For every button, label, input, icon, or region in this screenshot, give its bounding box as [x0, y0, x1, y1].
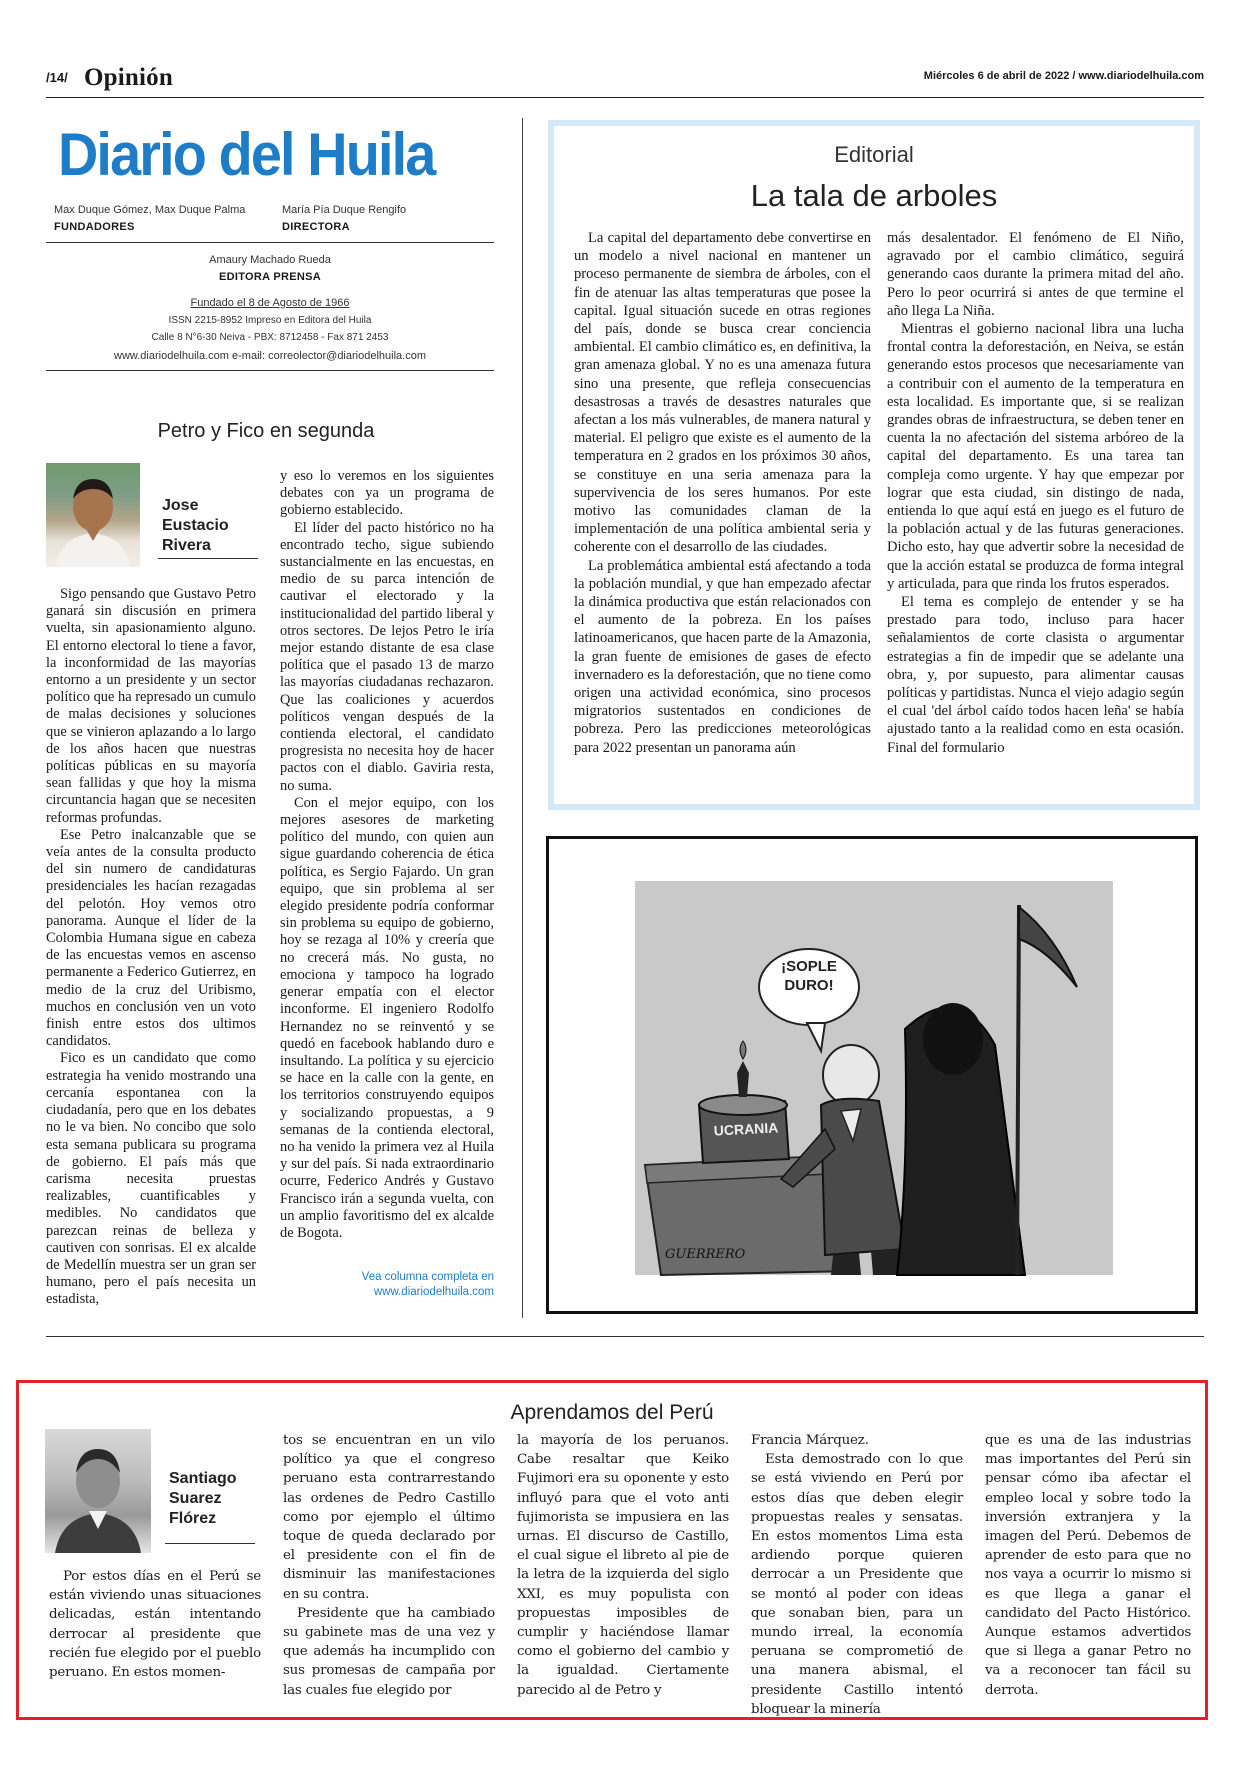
masthead-bottom-divider [46, 370, 494, 371]
founders-names: Max Duque Gómez, Max Duque Palma [54, 204, 246, 216]
author-photo [46, 463, 140, 567]
author-middle-name: Suarez [169, 1490, 222, 1507]
column-paragraph: Por estos días en el Perú se están viviendo unas situaciones delicadas, están intentando derrocar al presidente que recién fue elegido por el pueblo peruano. En estos momen- [49, 1569, 261, 1681]
issn-line: ISSN 2215-8952 Impreso en Editora del Huila [168, 315, 372, 326]
column1-col-a [46, 586, 256, 1309]
column2-col-2 [283, 1431, 495, 1700]
column2-col-4 [751, 1431, 963, 1719]
author-middle-name: Eustacio [162, 517, 229, 534]
masthead-divider [46, 242, 494, 243]
author-divider [165, 1543, 255, 1544]
author-first-name: Santiago [169, 1470, 237, 1487]
highlighted-article-box [16, 1380, 1208, 1720]
column2-col-1 [49, 1567, 261, 1682]
read-more-url[interactable]: www.diariodelhuila.com [373, 1286, 494, 1298]
cartoonist-signature: GUERRERO [665, 1247, 746, 1262]
column2-col-3 [517, 1431, 729, 1700]
editorial-title: La tala de arboles [750, 178, 998, 213]
author-last-name: Rivera [162, 537, 211, 554]
column-paragraph: Presidente que ha cambiado su gabinete mas de una vez y que además ha incumplido con sus promesas de campaña por las cuales fue elegido por [283, 1605, 495, 1698]
address-line: Calle 8 N°6-30 Neiva - PBX: 8712458 - Fax 871 2453 [151, 332, 389, 343]
column-title: Aprendamos del Perú [510, 1401, 714, 1424]
editorial-box [548, 120, 1200, 810]
column-paragraph: Fico es un candidato que como estrategia ha venido mostrando una cercanía espontanea con la ciudadanía, pero que en los debates no le va bien. No concibo que solo esta semana publicara su programa de gobierno. El país más que carisma necesita pruestas realizables, cuantificables y medibles. No candidatos que parezcan reinas de belleza y cautiven con sonrisas. El ex alcalde de Medellín muestra ser un gran ser humano, pero el país necesita un estadista, [46, 1050, 256, 1308]
cartoon-frame [546, 836, 1198, 1314]
author-portrait-icon [46, 463, 140, 567]
editorial-kicker: Editorial [834, 142, 914, 167]
author-first-name: Jose [162, 497, 199, 514]
column-paragraph: y eso lo veremos en los siguientes debates con ya un programa de gobierno establecido. [280, 468, 494, 519]
column-paragraph: Francia Márquez. [751, 1433, 869, 1448]
editorial-paragraph: La problemática ambiental está afectando a toda la población mundial, y que han empezado afectar la dinámica productiva que están relacionados con el aumento de la pobreza. En los países latinoamericanos, que hacen parte de la Amazonia, la gran fuente de emisiones de gases de efecto invernadero es la deforestación, que no tiene como origen una actividad económica, sino procesos migratorios sustentados en condiciones de pobreza. Pero las predicciones meteorológicas para 2022 presentan un panorama aún [574, 557, 871, 756]
editorial-paragraph: La capital del departamento debe convertirse en un modelo a nivel nacional en mantener un proceso permanente de siembra de árboles, con el fin de atenuar las altas temperaturas que posee la capital. Igual situación sucede en otras regiones del país, donde se busca crear conciencia ambiental. El cambio climático es, en definitiva, la gran amenaza global. Y no es una amenaza futura sino una presente, que refleja consecuencias desastrosas a través de desastres naturales que afectan a los más vulnerables, de manera natural y material. El peligro que existe es el aumento de la temperatura en 2 grados en los próximos 30 años, se constituye en una seria amenaza para la supervivencia de los seres humanos. Por este motivo las comunidades claman de la implementación de una política ambiental seria y coherente con el desarrollo de las ciudades. [574, 230, 871, 556]
section-divider [46, 1336, 1204, 1337]
editor-name: Amaury Machado Rueda [209, 254, 331, 266]
contact-line: www.diariodelhuila.com e-mail: correolector@diariodelhuila.com [114, 350, 426, 362]
director-label: DIRECTORA [282, 221, 350, 233]
column-title: Petro y Fico en segunda [157, 420, 375, 442]
author-name [169, 1469, 237, 1529]
read-more-label: Vea columna completa en [361, 1271, 494, 1283]
author-name [162, 496, 229, 556]
author-photo [45, 1429, 151, 1553]
editorial-paragraph: Mientras el gobierno nacional libra una lucha frontal contra la deforestación, en Neiva, se están generando estos procesos que necesariamente van a contribuir con el aumento de la temperatura en esta localidad. Es importante que, si se realizan grandes obras de infraestructura, se deben tener en cuenta la no afectación del sistema arbóreo de la capital del departamento. Es una tarea tan compleja como urgente. Y hay que empezar por lograr que esta ciudad, sin distingo de nada, entienda lo que aquí está en juego es el futuro de la población actual y de las futuras generaciones. Dicho esto, hay que advertir sobre la necesidad de que la acción estatal se produzca de forma integral y articulada, para que rinda los frutos esperados. [887, 321, 1184, 592]
author-divider [158, 558, 258, 559]
page-header [46, 62, 1204, 98]
column-paragraph: tos se encuentran en un vilo político ya que el congreso peruano esta contrarrestando las ordenes de Pedro Castillo como por ejemplo el último toque de queda declarado por el presidente con el fin de disminuir las manifestaciones en su contra. [283, 1433, 495, 1602]
founders-label: FUNDADORES [54, 221, 135, 233]
author-portrait-icon [45, 1429, 151, 1553]
page-number: /14/ [46, 70, 68, 85]
column-paragraph: Sigo pensando que Gustavo Petro ganará sin discusión en primera vuelta, sin apasionamiento alguno. El entorno electoral lo tiene a favor, la inconformidad de las mayorías entorno a un presidente y un sector político que ha represado un cumulo de malas decisiones y soluciones que se vinieron aplazando a lo largo de los años hacen que nuestras políticas públicas en su mayoría sean fallidas y que hoy la misma circuntancia hagan que se necesiten reformas profundas. [46, 586, 256, 826]
column-paragraph: Esta demostrado con lo que se está viviendo en Perú por estos días que deben elegir propuestas reales y sensatas. En estos momentos Lima esta ardiendo porque quieren derrocar a un Presidente que se montó al poder con ideas que sonaban bien, para un mundo irreal, la economía peruana se comprometió de una manera abismal, el presidente Castillo intentó bloquear la minería [751, 1452, 963, 1717]
speech-bubble-text: ¡SOPLE DURO! [781, 958, 837, 994]
editorial-paragraph: más desalentador. El fenómeno de El Niño, agravado por el cambio climático, seguirá generando caos durante la primera mitad del año. Pero lo peor ocurrirá si antes de que termine el año llega La Niña. [887, 230, 1184, 319]
column2-col-5 [985, 1431, 1191, 1698]
masthead-logo: Diario del Huila [58, 121, 435, 188]
editor-label: EDITORA PRENSA [219, 271, 321, 283]
column-paragraph: El líder del pacto histórico no ha encontrado techo, sigue subiendo sustancialmente en las encuestas, en medio de su parca intención de cautivar el electorado y la institucionalidad del partido liberal y otros sectores. De lejos Petro le iría mejor estando distante de esa clase política que el pasado 13 de marzo las mayorías ciudadanas rechazaron. Que las coaliciones y acuerdos políticos vengan después de la contienda electoral, el candidato progresista no necesita hoy de hacer pactos con el diablo. Gaviria resta, no suma. [280, 519, 494, 794]
column-paragraph: que es una de las industrias mas importantes del Perú sin pensar cómo iba afectar el empleo local y sobre todo la inversión extranjera y la imagen del Perú. Debemos de aprender de esto para que no nos vaya a ocurrir lo mismo si es que llega a ganar el candidato del Pacto Histórico. Aunque estamos advertidos que si llega a ganar Petro no va a reconocer tan fácil su derrota. [985, 1433, 1191, 1698]
author-last-name: Flórez [169, 1510, 217, 1527]
read-more-link[interactable] [300, 1270, 494, 1300]
editorial-paragraph: El tema es complejo de entender y se ha prestado para todo, incluso para hacer señalamientos de corte clasista o argumentar estrategias a fin de impedir que se adelante una obra, y, por supuesto, para alimentar causas políticas y partidistas. Nunca el viejo adagio según el cual 'del árbol caído todos hacen leña' se había ajustado tanto a la realidad como en esta ocasión. Final del formulario [887, 594, 1184, 756]
column-paragraph: la mayoría de los peruanos. Cabe resaltar que Keiko Fujimori era su oponente y esto influyó para que el voto anti fujimorista se impusiera en las urnas. El discurso de Castillo, el cual sigue el libreto al pie de la letra de la izquierda del siglo XXI, es muy populista con propuestas imposibles de cumplir y haciéndose llamar como el gobierno del cambio y la igualdad. Ciertamente parecido al de Petro y [517, 1433, 729, 1698]
editorial-cartoon-icon [549, 839, 1195, 1311]
date-and-website: Miércoles 6 de abril de 2022 / www.diariodelhuila.com [923, 70, 1204, 82]
column-rule [522, 118, 523, 1318]
cake-label: UCRANIA [713, 1119, 779, 1139]
founded-date: Fundado el 8 de Agosto de 1966 [190, 297, 350, 309]
column-paragraph: Con el mejor equipo, con los mejores asesores de marketing político del mundo, con quien aun sigue guardando coherencia de ética política, es Sergio Fajardo. Un gran equipo, que sin problema al ser elegido presidente podría conformar sin problema su equipo de gobierno, hoy se rezaga al 10% y creería que no crecerá más. No gusta, no emociona y tampoco ha logrado generar empatía con el elector inconforme. El ingeniero Rodolfo Hernandez no se reinventó y se quedó en facebook hablando duro e insultando. La política y su ejercicio se hace en la calle con la gente, en los territorios construyendo equipos y socializando propuestas, a 9 semanas de la contienda electoral, no ha venido la primera vez al Huila y sur del país. Si nada extraordinario ocurre, Federico Andrés y Gustavo Francisco irán a segunda vuelta, con un amplio favoritismo del ex alcalde de Bogota. [280, 794, 494, 1241]
editorial-column-2 [887, 229, 1184, 757]
editorial-column-1 [574, 229, 871, 757]
director-name: María Pía Duque Rengifo [282, 204, 407, 216]
section-title: Opinión [84, 64, 173, 91]
column-paragraph: Ese Petro inalcanzable que se veía antes de la consulta producto del sin numero de candidaturas presidenciales les hacían rezagadas del pelotón. Hoy vemos otro panorama. Aunque el líder de la Colombia Humana sigue en cabeza de las encuestas vemos en ascenso permanente a Federico Gutierrez, en medio de la cruz del Uribismo, muchos en conclusión ven un voto finish entre estos dos ultimos candidatos. [46, 826, 256, 1050]
column1-col-b [280, 468, 494, 1242]
